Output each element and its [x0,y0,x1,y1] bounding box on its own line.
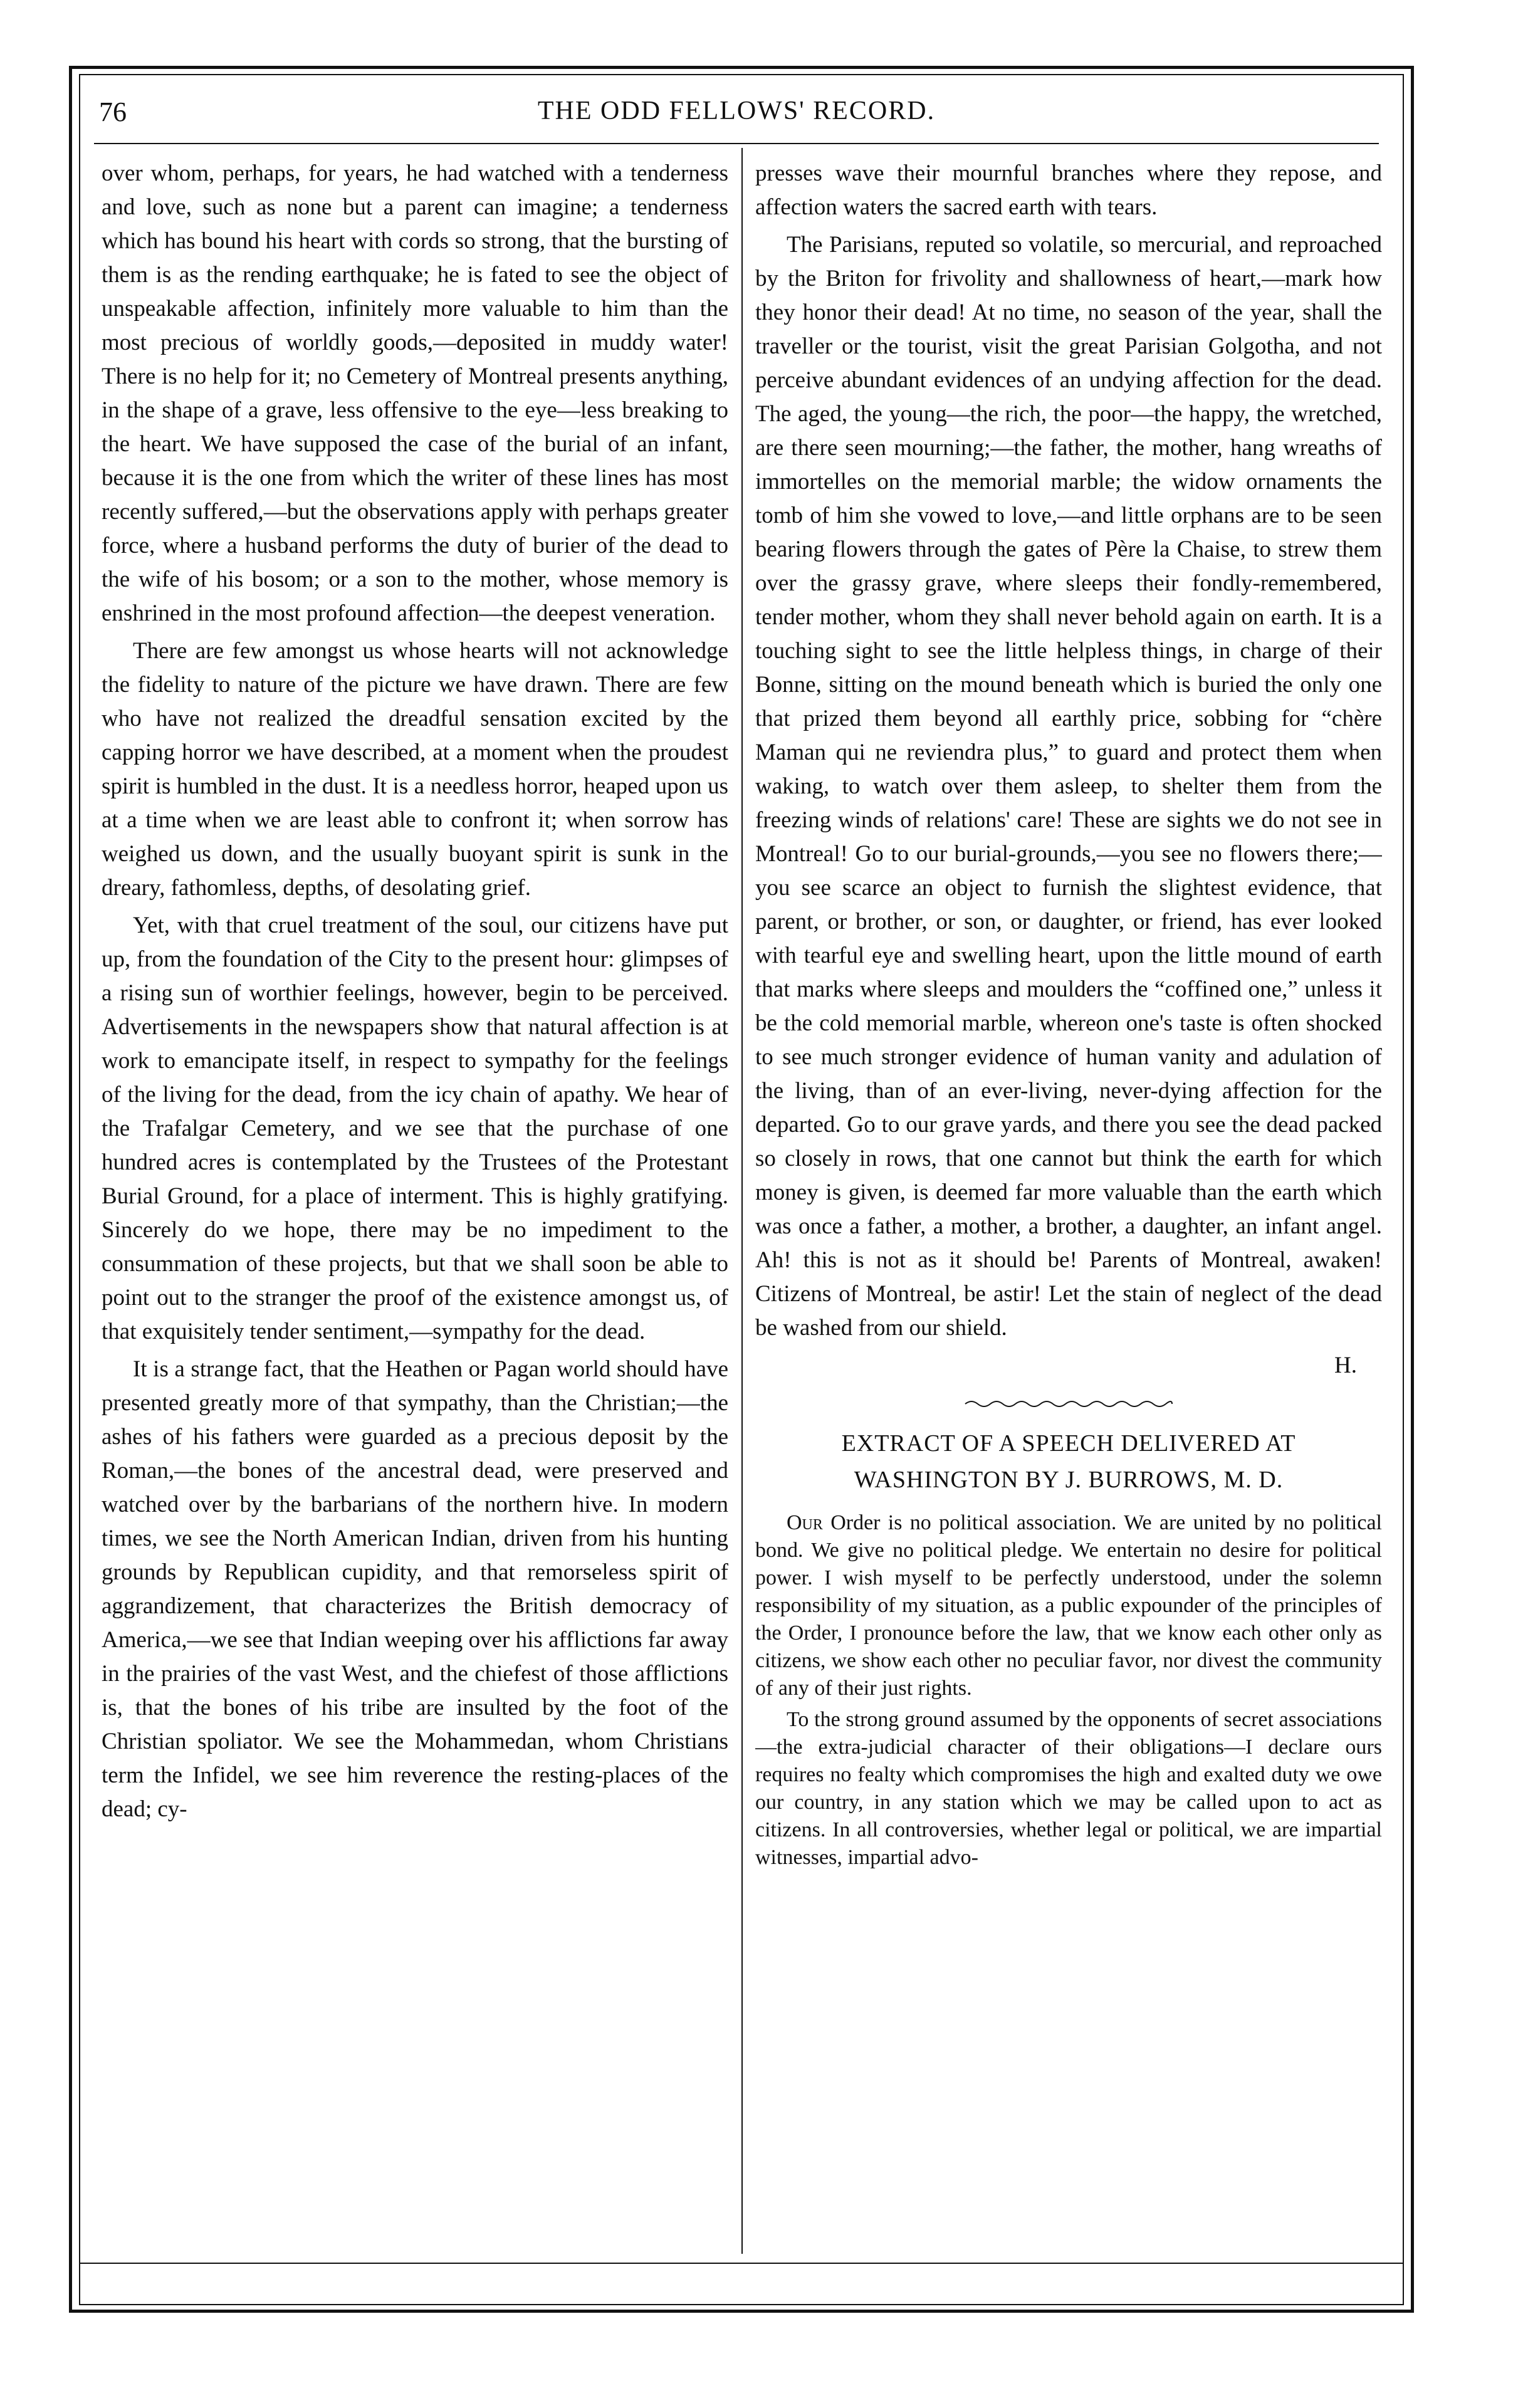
paragraph: presses wave their mournful branches where they repose, and affection waters the sacred earth with tears. [755,160,1382,220]
signature-line [755,1349,1382,1383]
paragraph: Yet, with that cruel treatment of the soul, our citizens have put up, from the foundation of the City to the present hour: glimpses of a rising sun of worthier feelings, however, begin to be perceived. Advertisements in the newspapers show that natural affection is at work to emancipate itself, in respect to sympathy for the feelings of the living for the dead, from the icy chain of apathy. We hear of the Trafalgar Cemetery, and we see that the purchase of one hundred acres is contemplated by the Trustees of the Protestant Burial Ground, for a place of interment. This is highly gratifying. Sincerely do we hope, there may be no impediment to the consummation of these projects, but that we shall soon be able to point out to the stranger the proof of the existence amongst us, of that exquisitely tender sentiment,—sympathy for the dead. [102,913,728,1344]
running-title: THE ODD FELLOWS' RECORD. [537,97,936,125]
paragraph: The Parisians, reputed so volatile, so mercurial, and reproached by the Briton for frivolity and shallowness of heart,—mark how they honor their dead! At no time, no season of the year, shall the traveller or the tourist, visit the great Parisian Golgotha, and not perceive abundant evidences of an undying affection for the dead. The aged, the young—the rich, the poor—the happy, the wretched, are there seen mourning;—the father, the mother, hang wreaths of immortelles on the memorial marble; the widow ornaments the tomb of him she vowed to love,—and little orphans are to be seen bearing flowers through the gates of Père la Chaise, to strew them over the grassy grave, where sleeps their fondly-remembered, tender mother, whom they shall never behold again on earth. It is a touching sight to see the little helpless things, in charge of their Bonne, sitting on the mound beneath which is buried the only one that prized them beyond all earthly price, sobbing for “chère Maman qui ne reviendra plus,” to guard and protect them when waking, to watch over them asleep, to shelter them from the freezing winds of relations' care! These are sights we do not see in Montreal! Go to our burial-grounds,—you see no flowers there;—you see scarce an object to furnish the slightest evidence, that parent, or brother, or son, or daughter, or friend, has ever looked with tearful eye and swelling heart, upon the little mound of earth that marks where sleeps and moulders the “coffined one,” unless it be the cold memorial marble, whereon one's taste is often shocked to see much stronger evidence of human vanity and adulation of the living, than of an ever-living, never-dying affection for the departed. Go to our grave yards, and there you see the dead packed so closely in rows, that one cannot but think the earth for which money is given, is deemed far more valuable than the earth which was once a father, a mother, a brother, a daughter, an infant angel. Ah! this is not as it should be! Parents of Montreal, awaken! Citizens of Montreal, be astir! Let the stain of neglect of the dead be washed from our shield. [755,232,1382,1341]
page-header [94,91,1379,141]
paragraph: over whom, perhaps, for years, he had watched with a tenderness and love, such as none but a parent can imagine; a tenderness which has bound his heart with cords so strong, that the bursting of them is as the rending earthquake; he is fated to see the object of unspeakable affection, infinitely more valuable to him than the most precious of worldly goods,—deposited in muddy water! There is no help for it; no Cemetery of Montreal presents anything, in the shape of a grave, less offensive to the eye—less breaking to the heart. We have supposed the case of the burial of an infant, because it is the one from which the writer of these lines has most recently suffered,—but the observations apply with perhaps greater force, where a husband performs the duty of burier of the dead to the wife of his bosom; or a son to the mother, whose memory is enshrined in the most profound affection—the deepest veneration. [102,160,728,626]
speech-title-line: WASHINGTON BY J. BURROWS, M. D. [854,1467,1284,1493]
paragraph: It is a strange fact, that the Heathen or Pagan world should have presented greatly more of that sympathy, than the Christian;—the ashes of his fathers were guarded as a precious deposit by the Roman,—the bones of the ancestral dead, were preserved and watched over by the barbarians of the northern hive. In modern times, we see the North American Indian, driven from his hunting grounds by Republican cupidity, and that remorseless spirit of aggrandizement, that characterizes the British democracy of America,—we see that Indian weeping over his afflictions far away in the prairies of the vast West, and the chiefest of those afflictions is, that the bones of his tribe are insulted by the foot of the Christian spoliator. We see the Mohammedan, whom Christians term the Infidel, we see him reverence the resting-places of the dead; cy- [102,1356,728,1822]
page-number: 76 [99,97,127,127]
ornamental-flourish [962,1396,1175,1411]
header-rule [94,143,1379,144]
right-column [755,157,1382,2250]
left-column [102,157,728,2250]
paragraph [755,1509,1382,1702]
paragraph: To the strong ground assumed by the opponents of secret associations—the extra-judicial character of their obligations—I declare ours requires no fealty which compromises the high and exalted duty we owe our country, in any station which we may be called upon to act as citizens. In all controversies, whether legal or political, we are impartial witnesses, impartial advo- [755,1708,1382,1869]
speech-title [755,1425,1382,1498]
column-divider [741,148,743,2254]
lead-word: Our [787,1511,823,1534]
paragraph-text: Order is no political association. We are united by no political bond. We give no political pledge. We entertain no desire for political power. I wish myself to be perfectly understood, under the solemn responsibility of my situation, as a public expounder of the principles of the Order, I pronounce before the law, that we know each other only as citizens, we show each other no peculiar favor, nor divest the community of any of their just rights. [755,1511,1382,1700]
signature: H. [1334,1353,1357,1378]
speech-body [755,1509,1382,1871]
speech-title-line: EXTRACT OF A SPEECH DELIVERED AT [841,1430,1296,1457]
bottom-rule [79,2263,1404,2264]
paragraph: There are few amongst us whose hearts will not acknowledge the fidelity to nature of the picture we have drawn. There are few who have not realized the dreadful sensation excited by the capping horror we have described, at a moment when the proudest spirit is humbled in the dust. It is a needless horror, heaped upon us at a time when we are least able to confront it; when sorrow has weighed us down, and the usually buoyant spirit is sunk in the dreary, fathomless, depths, of desolating grief. [102,638,728,901]
